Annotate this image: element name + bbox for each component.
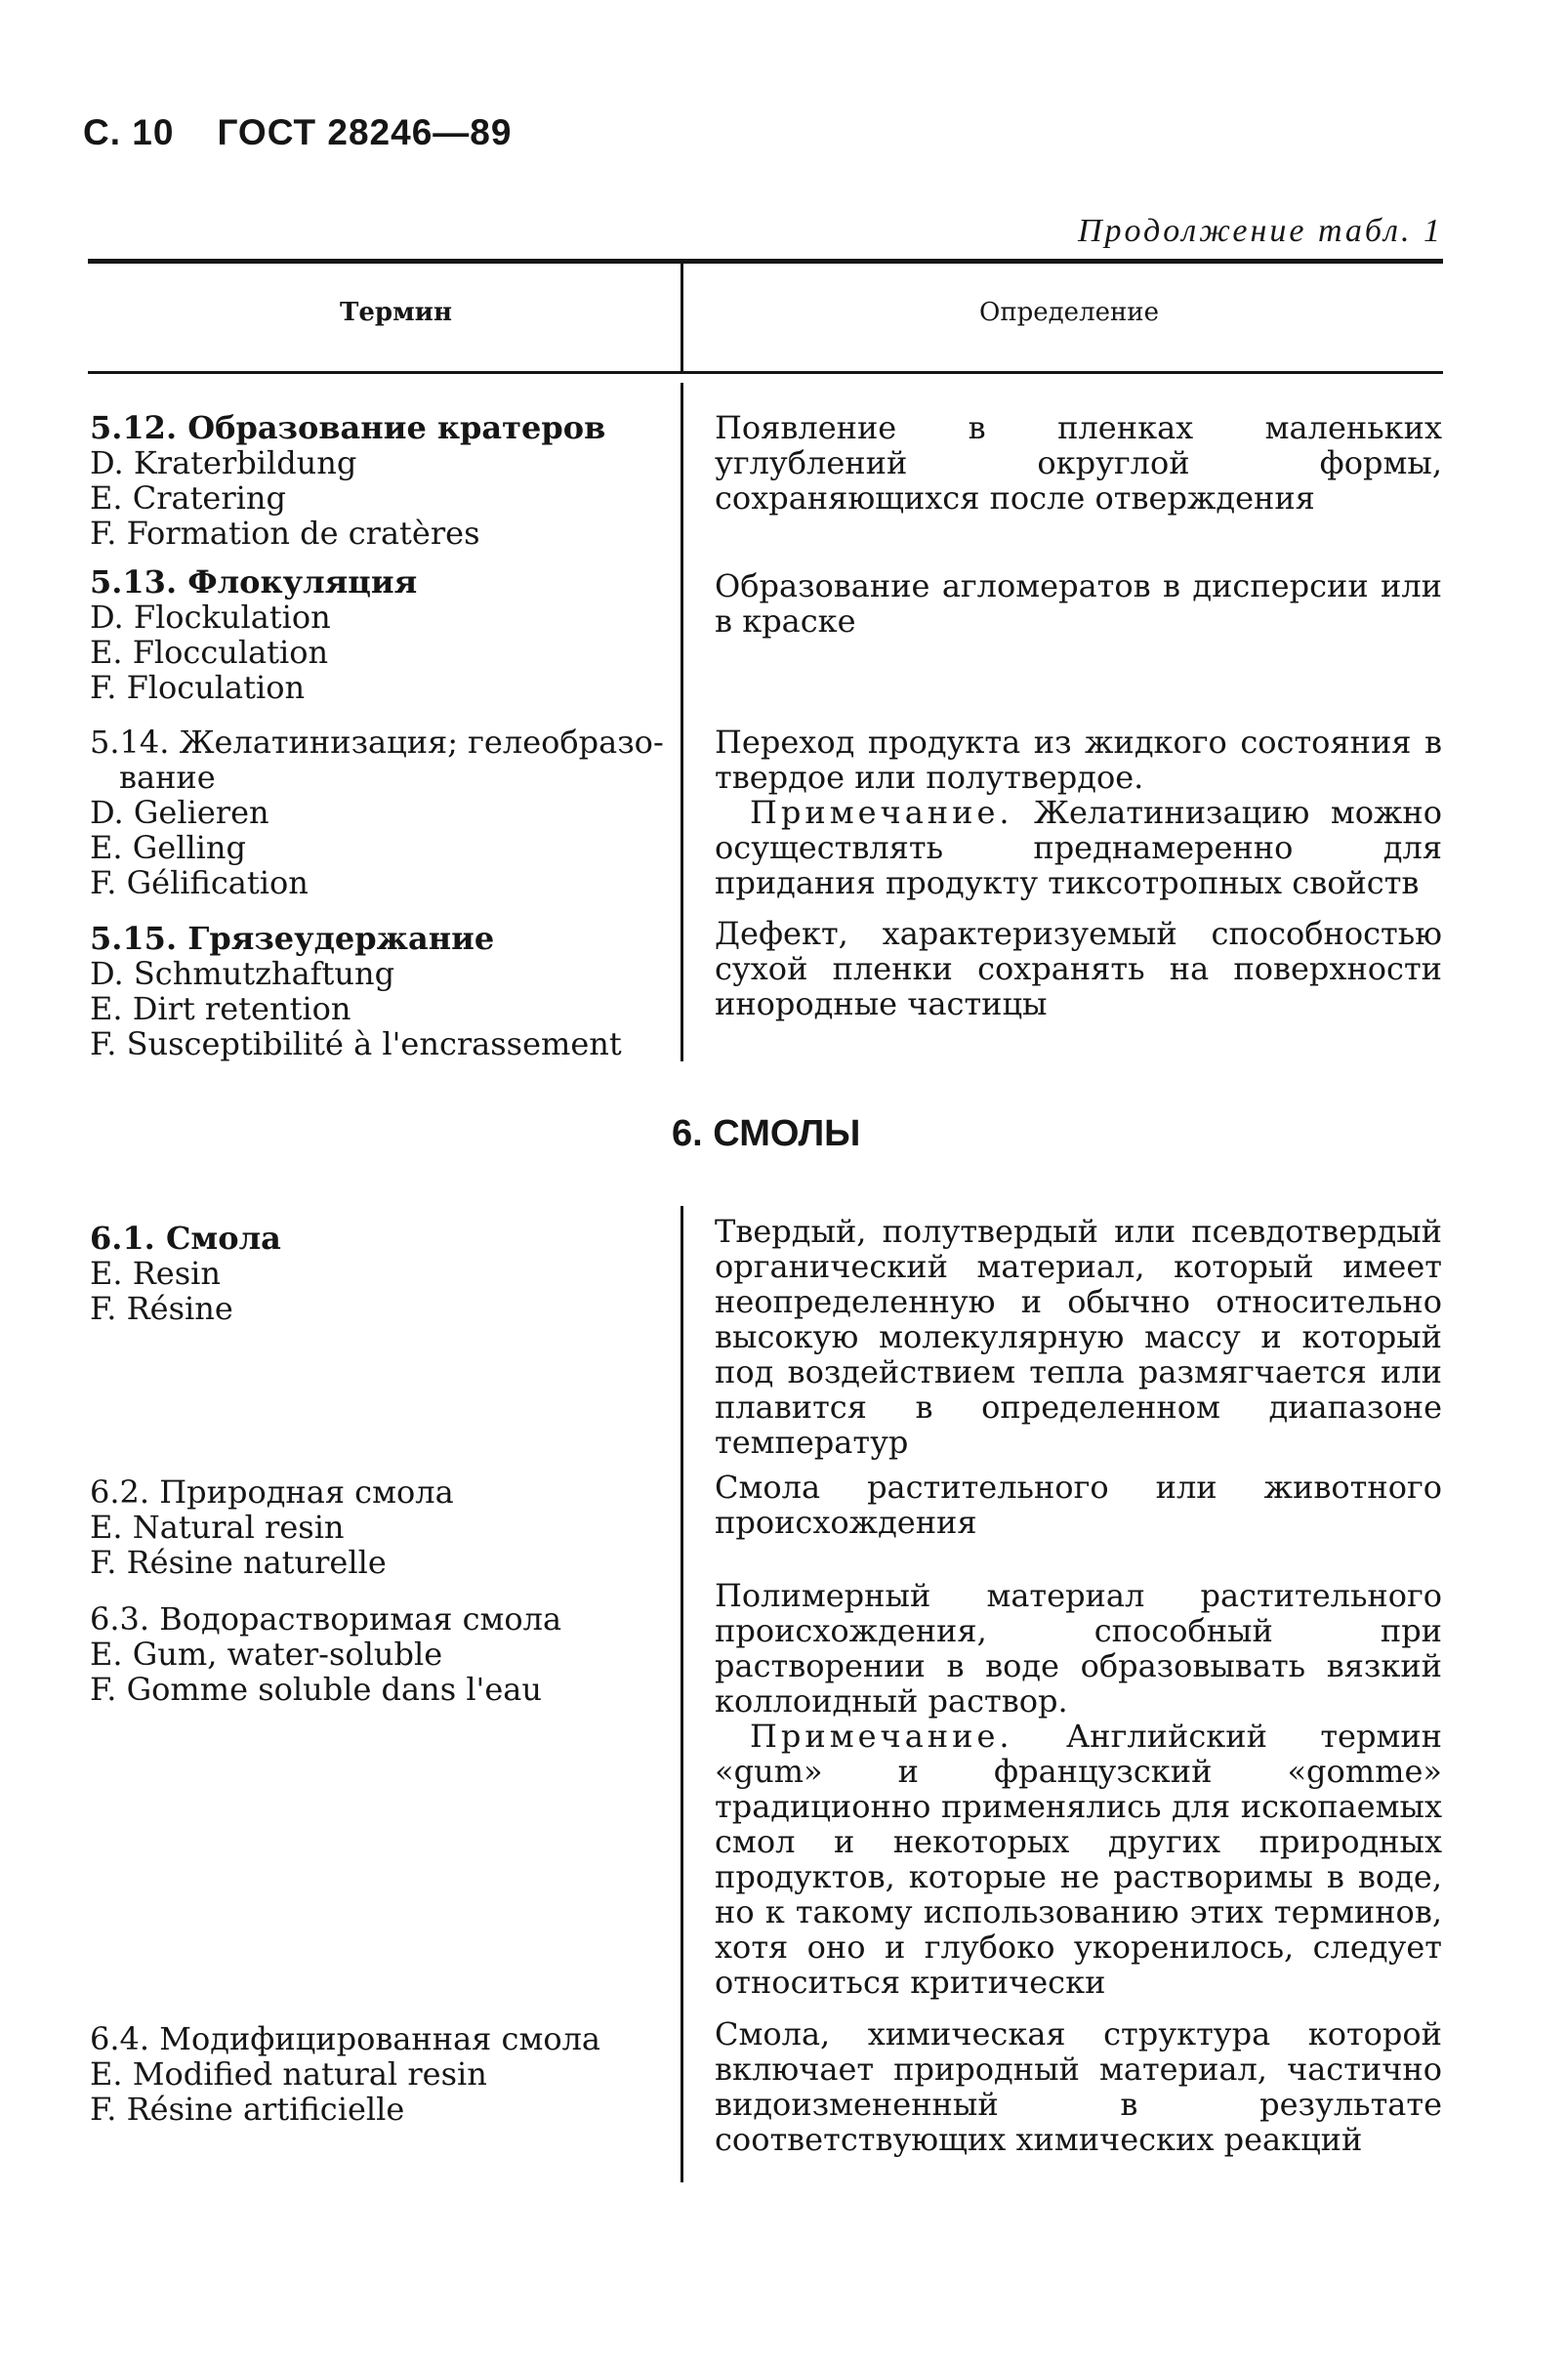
term-ru: 5.12. Образование кратеров (90, 409, 606, 446)
term-en: E. Gum, water-soluble (90, 1636, 443, 1673)
standard-code: ГОСТ 28246—89 (217, 112, 513, 152)
term-6-2 (90, 1474, 646, 1580)
term-5-15 (90, 921, 646, 1061)
column-header-definition: Определение (979, 298, 1160, 327)
term-en: E. Natural resin (90, 1509, 345, 1546)
section-title: 6. СМОЛЫ (672, 1113, 861, 1154)
term-de: D. Kraterbildung (90, 444, 357, 481)
definition-6-1: Твердый, полутвердый или псевдотвердый органический материал, который имеет неопределенную и обычно относительно высокую молекулярную массу и который под воздействием тепла размягчается или плавится в определенном диапазоне температур (715, 1213, 1442, 1461)
term-fr: F. Susceptibilité à l'encrassement (90, 1025, 622, 1062)
definition-6-2: Смола растительного или животного происхождения (715, 1469, 1442, 1541)
term-de: D. Flockulation (90, 599, 331, 636)
term-5-12 (90, 410, 646, 551)
definition-note (715, 1719, 1442, 2000)
table-top-rule (88, 259, 1443, 264)
body-column-divider (681, 383, 683, 1061)
page-number: С. 10 (83, 112, 175, 152)
note-label: Примечание. (750, 794, 1013, 831)
term-en: E. Cratering (90, 479, 286, 517)
definition-5-15: Дефект, характеризуемый способностью сухой пленки сохранять на поверхности инородные частицы (715, 915, 1442, 1022)
term-ru: 5.14. Желатинизация; гелеобразо- (90, 724, 664, 761)
definition-5-14 (715, 725, 1442, 900)
definition-6-3 (715, 1578, 1442, 2000)
term-ru: 6.1. Смола (90, 1220, 281, 1257)
column-header-term: Термин (340, 298, 452, 327)
term-fr: F. Résine naturelle (90, 1544, 387, 1581)
term-ru: 6.2. Природная смола (90, 1473, 454, 1511)
table-continuation-label: Продолжение табл. 1 (1077, 213, 1443, 249)
note-text: Желатинизацию можно осуществлять преднамеренно для придания продукту тиксотропных свойств (715, 794, 1443, 901)
term-ru-cont: вание (119, 759, 216, 796)
term-6-4 (90, 2021, 646, 2127)
definition-note (715, 795, 1442, 900)
term-fr: F. Formation de cratères (90, 515, 480, 552)
term-de: D. Schmutzhaftung (90, 955, 395, 992)
term-ru: 6.3. Водорастворимая смола (90, 1600, 562, 1638)
definition-6-4: Смола, химическая структура которой включает природный материал, частично видоизмененный в результате соответствующих химических реакций (715, 2015, 1442, 2158)
term-en: E. Resin (90, 1255, 221, 1292)
definition-5-13: Образование агломератов в дисперсии или в краске (715, 567, 1442, 640)
term-ru: 5.13. Флокуляция (90, 563, 418, 601)
term-6-1 (90, 1221, 646, 1326)
term-6-3 (90, 1601, 646, 1707)
term-ru: 5.15. Грязеудержание (90, 920, 495, 957)
term-en: E. Modified natural resin (90, 2055, 487, 2093)
page-header (83, 112, 512, 153)
definition-text: Полимерный материал растительного происхождения, способный при растворении в воде образовывать вязкий коллоидный раствор. (715, 1577, 1442, 1720)
term-fr: F. Résine artificielle (90, 2091, 405, 2128)
body-column-divider-6 (681, 1206, 683, 2182)
term-en: E. Dirt retention (90, 990, 351, 1027)
term-en: E. Flocculation (90, 634, 329, 671)
term-fr: F. Gélification (90, 864, 309, 901)
note-text: Английский термин «gum» и французский «gomme» традиционно применялись для ископаемых смол и некоторых других природных продуктов, которые не растворимы в воде, но к такому использованию этих терминов, хотя оно и глубоко укоренилось, следует относиться критически (715, 1718, 1443, 2001)
term-5-14 (90, 724, 664, 901)
table-header-rule (88, 371, 1443, 374)
term-fr: F. Gomme soluble dans l'eau (90, 1671, 542, 1708)
term-fr: F. Floculation (90, 669, 306, 706)
note-label: Примечание. (750, 1718, 1013, 1755)
definition-text: Переход продукта из жидкого состояния в твердое или полутвердое. (715, 724, 1442, 796)
term-de: D. Gelieren (90, 794, 269, 831)
term-fr: F. Résine (90, 1290, 233, 1327)
definition-5-12: Появление в пленках маленьких углублений округлой формы, сохраняющихся после отверждения (715, 409, 1442, 517)
term-ru: 6.4. Модифицированная смола (90, 2020, 600, 2057)
term-5-13 (90, 564, 646, 705)
header-column-divider (681, 264, 683, 371)
term-en: E. Gelling (90, 829, 246, 866)
